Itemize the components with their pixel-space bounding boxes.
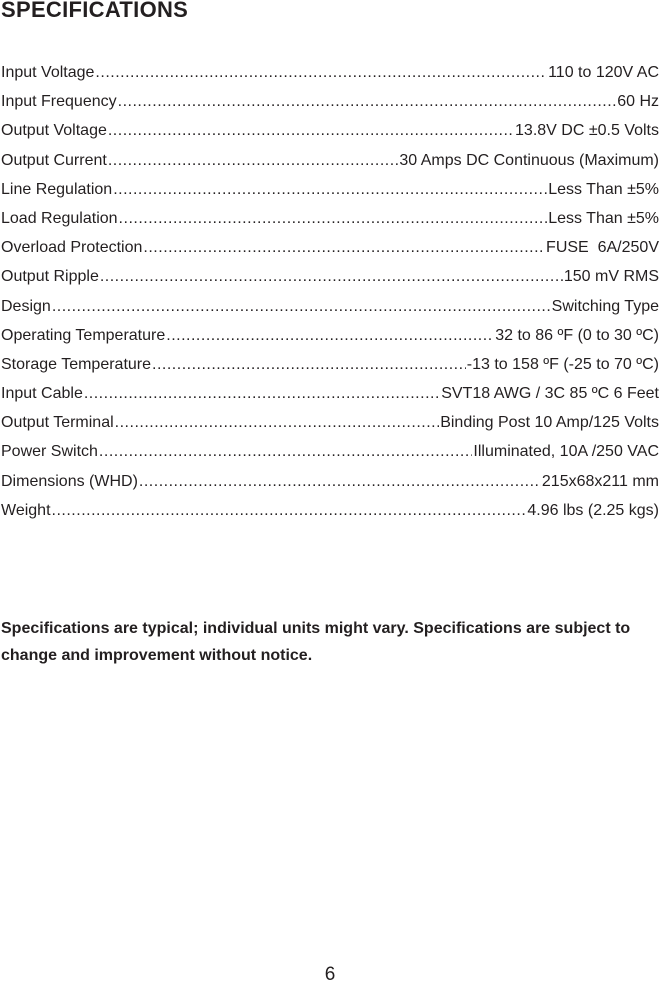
spec-row-operating-temperature — [1, 327, 659, 356]
spec-value: -13 to 158 ºF (-25 to 70 ºC) — [466, 355, 659, 373]
spec-label: Input Voltage — [1, 64, 95, 81]
spec-label: Weight — [1, 501, 51, 519]
dot-leader — [100, 268, 563, 286]
spec-value: Less Than ±5% — [548, 180, 659, 198]
spec-label: Operating Temperature — [1, 326, 166, 344]
page-number: 6 — [324, 964, 336, 985]
spec-row-input-voltage — [1, 64, 659, 93]
dot-leader — [139, 473, 541, 491]
spec-row-output-terminal — [1, 414, 659, 443]
dot-leader — [119, 210, 548, 228]
spec-label: Input Frequency — [1, 93, 117, 111]
spec-row-design — [1, 298, 659, 327]
spec-label: Output Current — [1, 151, 107, 169]
spec-row-output-ripple — [1, 268, 659, 297]
spec-value: Switching Type — [551, 297, 659, 315]
spec-value: 32 to 86 ºF (0 to 30 ºC) — [495, 326, 659, 344]
spec-value: 4.96 lbs (2.25 kgs) — [527, 501, 659, 519]
spec-label: Dimensions (WHD) — [1, 472, 138, 490]
spec-value: 110 to 120V AC — [548, 64, 659, 81]
spec-label: Storage Temperature — [1, 355, 152, 373]
dot-leader — [84, 385, 440, 403]
spec-value: 30 Amps DC Continuous (Maximum) — [399, 151, 659, 169]
spec-row-storage-temperature — [1, 356, 659, 385]
spec-label: Line Regulation — [1, 180, 113, 198]
spec-label: Overload Protection — [1, 239, 143, 257]
dot-leader — [115, 414, 440, 432]
spec-value: 60 Hz — [617, 93, 659, 111]
spec-label: Output Terminal — [1, 414, 114, 432]
spec-value: Illuminated, 10A /250 VAC — [473, 443, 659, 461]
spec-row-line-regulation — [1, 181, 659, 210]
spec-row-load-regulation — [1, 210, 659, 239]
dot-leader — [95, 64, 547, 82]
spec-value: FUSE 6A/250V — [546, 239, 659, 257]
dot-leader — [99, 443, 472, 461]
dot-leader — [166, 327, 494, 345]
spec-value: Less Than ±5% — [548, 209, 659, 227]
spec-label: Load Regulation — [1, 209, 118, 227]
spec-value: Binding Post 10 Amp/125 Volts — [440, 414, 659, 432]
spec-row-output-voltage — [1, 122, 659, 151]
dot-leader — [108, 122, 514, 140]
spec-label: Output Voltage — [1, 122, 107, 140]
spec-value: SVT18 AWG / 3C 85 ºC 6 Feet — [441, 385, 659, 403]
spec-list — [1, 64, 659, 531]
dot-leader — [52, 502, 527, 520]
disclaimer-note: Specifications are typical; individual units might vary. Specifications are subject to change and improvement without notice. — [1, 620, 631, 664]
dot-leader — [143, 239, 545, 257]
spec-label: Power Switch — [1, 443, 98, 461]
spec-row-input-frequency — [1, 93, 659, 122]
spec-row-output-current — [1, 152, 659, 181]
dot-leader — [113, 181, 547, 199]
spec-row-weight — [1, 502, 659, 531]
spec-value: 150 mV RMS — [563, 268, 659, 286]
page-title: SPECIFICATIONS — [1, 0, 189, 22]
spec-label: Output Ripple — [1, 268, 99, 286]
spec-value: 13.8V DC ±0.5 Volts — [515, 122, 659, 140]
dot-leader — [152, 356, 466, 374]
spec-row-overload-protection — [1, 239, 659, 268]
spec-value: 215x68x211 mm — [541, 472, 659, 490]
spec-label: Input Cable — [1, 385, 83, 403]
spec-row-power-switch — [1, 443, 659, 472]
spec-row-dimensions — [1, 473, 659, 502]
dot-leader — [52, 298, 551, 316]
spec-row-input-cable — [1, 385, 659, 414]
spec-label: Design — [1, 297, 51, 315]
dot-leader — [118, 93, 617, 111]
dot-leader — [108, 152, 399, 170]
